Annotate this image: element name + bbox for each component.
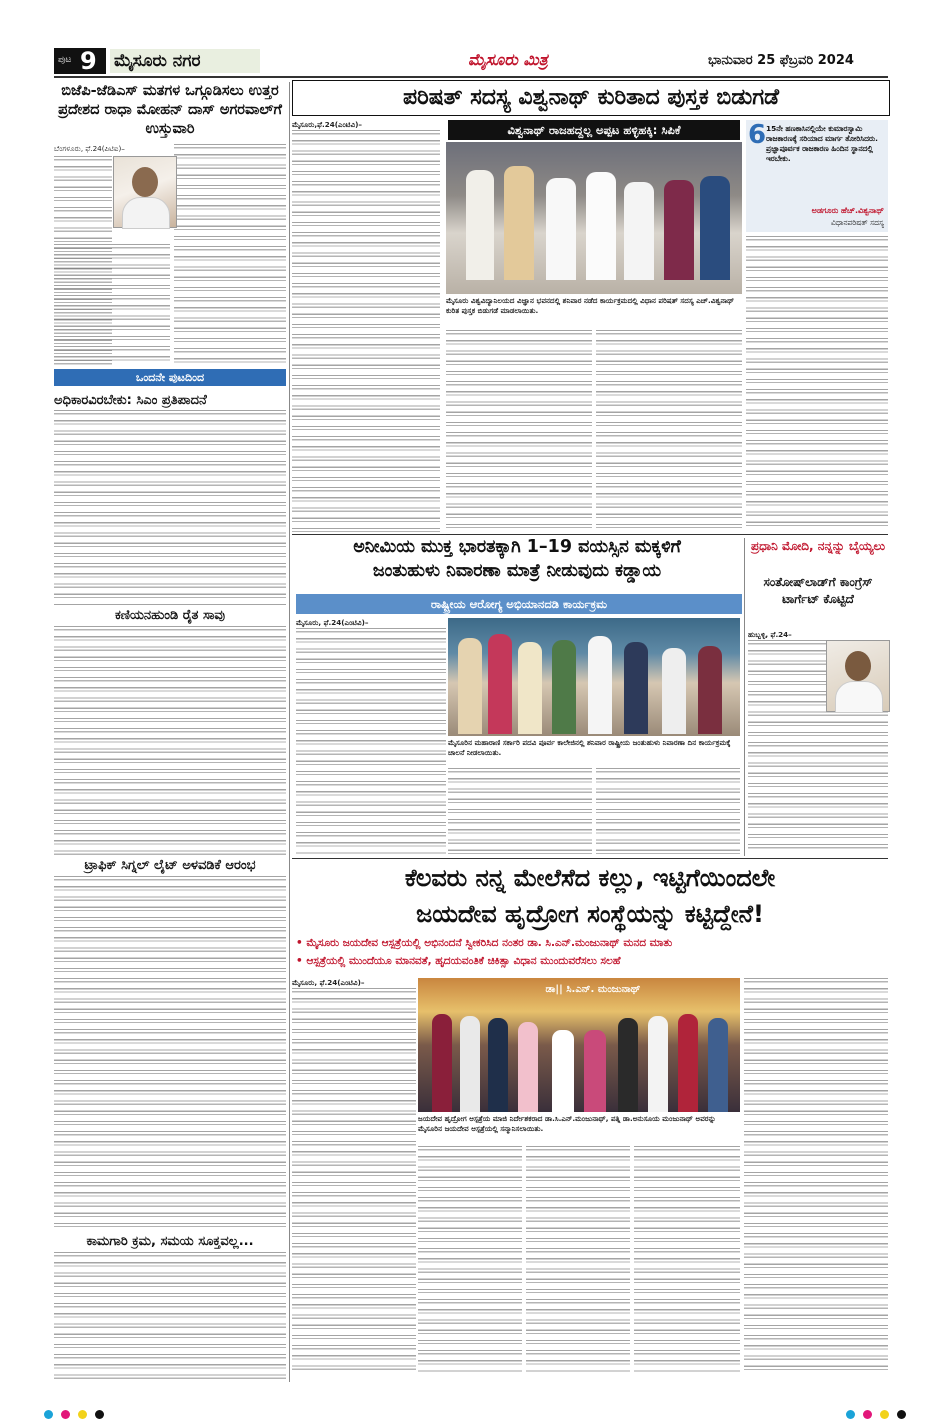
issue-date: ಭಾನುವಾರ 25 ಫೆಬ್ರವರಿ 2024 xyxy=(708,53,854,68)
bottom-story-bullet-1: • ಮೈಸೂರು ಜಯದೇವ ಆಸ್ಪತ್ರೆಯಲ್ಲಿ ಅಭಿನಂದನೆ ಸ್ವೀಕರಿಸಿದ ನಂತರ ಡಾ. ಸಿ.ಎನ್.ಮಂಜುನಾಥ್ ಮನದ ಮಾತು xyxy=(296,937,673,949)
bottom-story-headline-1: ಕೆಲವರು ನನ್ನ ಮೇಲೆಸೆದ ಕಲ್ಲು, ಇಟ್ಟಿಗೆಯಿಂದಲೇ xyxy=(404,864,776,892)
story-left-portrait xyxy=(113,156,177,228)
bottom-story-headline-2: ಜಯದೇವ ಹೃದ್ರೋಗ ಸಂಸ್ಥೆಯನ್ನು ಕಟ್ಟಿದ್ದೇನೆ! xyxy=(416,900,764,928)
pull-quote-number: 6 xyxy=(748,120,767,150)
pull-quote-author: ಅಡಗೂರು ಹೆಚ್.ವಿಶ್ವನಾಥ್ xyxy=(811,206,884,215)
photo-banner: ಡಾ|| ಸಿ.ಎನ್. ಮಂಜುನಾಥ್ xyxy=(545,984,641,995)
right-story-headline: ಸಂತೋಷ್‌ಲಾಡ್‌ಗೆ ಕಾಂಗ್ರೆಸ್ ಟಾರ್ಗೆಟ್ ಕೊಟ್ಟಿದೆ xyxy=(763,575,873,606)
bottom-story-dateline: ಮೈಸೂರು, ಫೆ.24(ಎಂಟಿವಿ)– xyxy=(292,978,365,987)
continued-band: ಒಂದನೇ ಪುಟದಿಂದ xyxy=(54,369,286,386)
mid-story-photo xyxy=(448,618,740,736)
substory-2-body xyxy=(54,626,286,856)
divider-2 xyxy=(292,858,888,859)
top-story-body-col1 xyxy=(292,120,440,532)
bottom-story-body-col3 xyxy=(526,1146,630,1372)
divider-1 xyxy=(292,534,888,535)
top-story-photo xyxy=(446,142,742,294)
mid-story-body-col3 xyxy=(596,768,740,854)
mid-story-caption: ಮೈಸೂರಿನ ಮಹಾರಾಣಿ ಸರ್ಕಾರಿ ಪದವಿ ಪೂರ್ವ ಕಾಲೇಜಿನಲ್ಲಿ ಶನಿವಾರ ರಾಷ್ಟ್ರೀಯ ಜಂತುಹುಳು ನಿವಾರಣಾ ದಿನ ಕಾರ್ಯಕ್ರಮಕ್ಕೆ ಚಾಲನೆ ನೀಡಲಾಯಿತು. xyxy=(448,738,731,757)
mid-story-headline-1: ಅನೀಮಿಯ ಮುಕ್ತ ಭಾರತಕ್ಕಾಗಿ 1–19 ವಯಸ್ಸಿನ ಮಕ್ಕಳಿಗೆ xyxy=(353,537,681,557)
mid-story-dateline: ಮೈಸೂರು, ಫೆ.24(ಎಂಟಿವಿ)– xyxy=(296,618,369,627)
pull-quote-text: 15ನೇ ಹಣಕಾಸಿನಲ್ಲಿಯೇ ಕುಮಾರಸ್ವಾಮಿ ರಾಜಕಾರಣಕ್ಕೆ ಸರಿಯಾದ ಮಾರ್ಗ ತೋರಿಸಿದರು. ಪ್ರಜ್ಞಾಪೂರ್ವಕ ರಾಜಕಾರಣ ಹಿಂದಿನ ಸ್ಥಾನದಲ್ಲಿ ಇರಬೇಕು. xyxy=(766,124,878,163)
substory-1-head: ಅಧಿಕಾರವಿರಬೇಕು: ಸಿಎಂ ಪ್ರತಿಪಾದನೆ xyxy=(54,393,207,408)
bottom-story-photo xyxy=(418,978,740,1112)
section-title: ಮೈಸೂರು ನಗರ xyxy=(110,49,260,73)
top-story-caption: ಮೈಸೂರು ವಿಶ್ವವಿದ್ಯಾನಿಲಯದ ವಿಜ್ಞಾನ ಭವನದಲ್ಲಿ ಶನಿವಾರ ನಡೆದ ಕಾರ್ಯಕ್ರಮದಲ್ಲಿ ವಿಧಾನ ಪರಿಷತ್ ಸದಸ್ಯ ಎಚ್.ವಿಶ್ವನಾಥ್ ಕುರಿತ ಪುಸ್ತಕ ಬಿಡುಗಡೆ ಮಾಡಲಾಯಿತು. xyxy=(446,296,735,315)
bottom-story-body-col1 xyxy=(292,978,416,1372)
right-story-dateline: ಹುಬ್ಬಳ್ಳಿ, ಫೆ.24– xyxy=(748,630,792,639)
left-column-divider xyxy=(289,82,290,1382)
bottom-story-body-col5 xyxy=(744,978,888,1372)
mid-story-subhead: ರಾಷ್ಟ್ರೀಯ ಆರೋಗ್ಯ ಅಭಿಯಾನದಡಿ ಕಾರ್ಯಕ್ರಮ xyxy=(296,594,742,614)
bottom-story-caption: ಜಯದೇವ ಹೃದ್ರೋಗ ಆಸ್ಪತ್ರೆಯ ಮಾಜಿ ನಿರ್ದೇಶಕರಾದ ಡಾ.ಸಿ.ಎನ್.ಮಂಜುನಾಥ್, ಪತ್ನಿ ಡಾ.ಅನುಸೂಯ ಮಂಜುನಾಥ್ ಅವರನ್ನು ಮೈಸೂರಿನ ಜಯದೇವ ಆಸ್ಪತ್ರೆಯಲ್ಲಿ ಸನ್ಮಾನಿಸಲಾಯಿತು. xyxy=(418,1114,716,1133)
masthead-rule xyxy=(54,76,888,78)
substory-4-head: ಕಾಮಗಾರಿ ಕ್ರಮ, ಸಮಯ ಸೂಕ್ತವಲ್ಲ... xyxy=(86,1234,254,1249)
pull-quote-box xyxy=(746,120,888,232)
page-label: ಪುಟ xyxy=(58,55,72,65)
substory-3-head: ಟ್ರಾಫಿಕ್ ಸಿಗ್ನಲ್ ಲೈಟ್ ಅಳವಡಿಕೆ ಆರಂಭ xyxy=(84,858,256,873)
right-story-portrait xyxy=(826,640,890,712)
story-left-headline: ಬಿಜೆಪಿ-ಜೆಡಿಎಸ್ ಮತಗಳ ಒಗ್ಗೂಡಿಸಲು ಉತ್ತರ ಪ್ರದೇಶದ ರಾಧಾ ಮೋಹನ್ ದಾಸ್ ಅಗರವಾಲ್‌ಗೆ ಉಸ್ತುವಾರಿ xyxy=(58,83,282,137)
bottom-bullet-2-text: ಆಸ್ಪತ್ರೆಯಲ್ಲಿ ಮುಂದೆಯೂ ಮಾನವತೆ, ಹೃದಯವಂತಿಕೆ ಚಿಕಿತ್ಸಾ ವಿಧಾನ ಮುಂದುವರೆಸಲು ಸಲಹೆ xyxy=(306,955,621,967)
right-story-kicker: ಪ್ರಧಾನಿ ಮೋದಿ, ನನ್ನನ್ನು ಬೈಯ್ಯಲು xyxy=(750,539,886,553)
substory-1-body xyxy=(54,410,286,606)
page-number: 9 xyxy=(80,47,97,75)
top-story-dateline: ಮೈಸೂರು,ಫೆ.24(ಎಂಟಿವಿ)– xyxy=(292,120,363,129)
top-story-body-col3 xyxy=(596,330,742,532)
top-story-headline: ಪರಿಷತ್ ಸದಸ್ಯ ವಿಶ್ವನಾಥ್ ಕುರಿತಾದ ಪುಸ್ತಕ ಬಿಡುಗಡೆ xyxy=(292,80,890,116)
top-story-subhead: ವಿಶ್ವನಾಥ್ ರಾಜಹದ್ದಲ್ಲ ಅಪ್ಪಟ ಹಳ್ಳಿಹಕ್ಕಿ: ಸಿಪಿಕೆ xyxy=(448,120,740,140)
right-mid-divider xyxy=(744,538,745,856)
bottom-bullet-1-text: ಮೈಸೂರು ಜಯದೇವ ಆಸ್ಪತ್ರೆಯಲ್ಲಿ ಅಭಿನಂದನೆ ಸ್ವೀಕರಿಸಿದ ನಂತರ ಡಾ. ಸಿ.ಎನ್.ಮಂಜುನಾಥ್ ಮನದ ಮಾತು xyxy=(306,937,673,949)
paper-name: ಮೈಸೂರು ಮಿತ್ರ xyxy=(468,50,548,69)
mid-story-body-col1 xyxy=(296,618,446,854)
mid-story-headline-2: ಜಂತುಹುಳು ನಿವಾರಣಾ ಮಾತ್ರೆ ನೀಡುವುದು ಕಡ್ಡಾಯ xyxy=(372,561,662,581)
bottom-story-bullet-2: • ಆಸ್ಪತ್ರೆಯಲ್ಲಿ ಮುಂದೆಯೂ ಮಾನವತೆ, ಹೃದಯವಂತಿಕೆ ಚಿಕಿತ್ಸಾ ವಿಧಾನ ಮುಂದುವರೆಸಲು ಸಲಹೆ xyxy=(296,955,621,967)
mid-story-body-col2 xyxy=(448,768,592,854)
story-left-dateline: ಬೆಂಗಳೂರು, ಫೆ.24(ಪಿಟಿಐ)– xyxy=(54,144,125,153)
top-story-body-col4 xyxy=(746,236,888,532)
bottom-story-body-col2 xyxy=(418,1146,522,1372)
page-number-box xyxy=(54,48,106,74)
registration-dots-right xyxy=(842,1404,910,1423)
pull-quote-role: ವಿಧಾನಪರಿಷತ್ ಸದಸ್ಯ xyxy=(830,218,884,227)
substory-4-body xyxy=(54,1252,286,1380)
substory-3-body xyxy=(54,876,286,1232)
registration-dots-left xyxy=(40,1404,108,1423)
substory-2-head: ಕಣಿಯನಹುಂಡಿ ರೈತ ಸಾವು xyxy=(114,608,226,623)
bottom-story-body-col4 xyxy=(634,1146,740,1372)
top-story-body-col2 xyxy=(446,330,592,532)
